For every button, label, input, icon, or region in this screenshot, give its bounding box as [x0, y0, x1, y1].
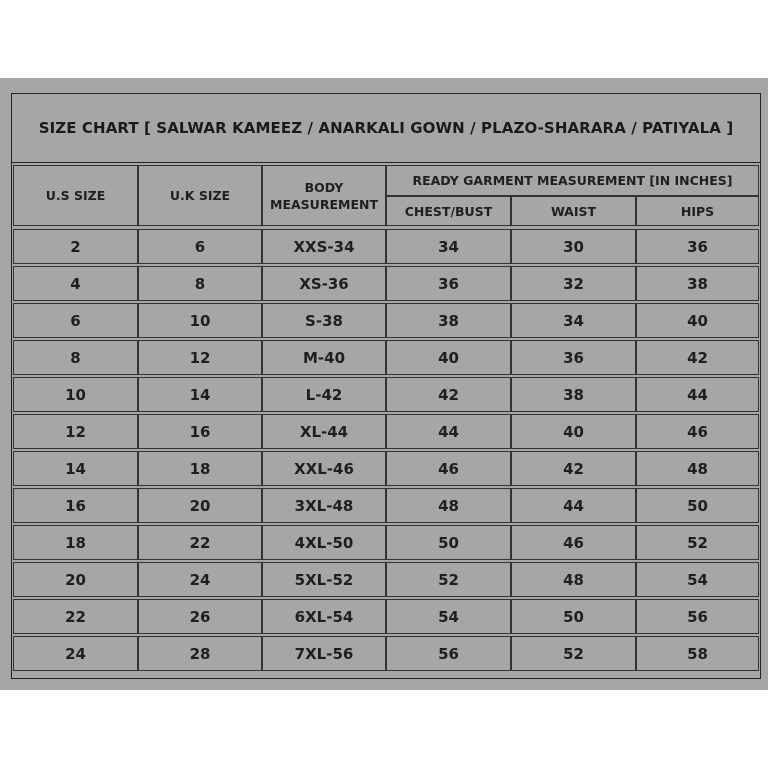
cell-waist: 46 [511, 525, 636, 560]
cell-chest-bust: 40 [386, 340, 511, 375]
cell-waist: 38 [511, 377, 636, 412]
cell-us-size: 10 [13, 377, 138, 412]
cell-body-measurement: XXL-46 [262, 451, 386, 486]
cell-us-size: 24 [13, 636, 138, 671]
header-waist: WAIST [511, 196, 636, 226]
cell-hips: 54 [636, 562, 759, 597]
cell-uk-size: 16 [138, 414, 262, 449]
cell-hips: 46 [636, 414, 759, 449]
cell-body-measurement: 4XL-50 [262, 525, 386, 560]
cell-us-size: 16 [13, 488, 138, 523]
cell-hips: 56 [636, 599, 759, 634]
cell-body-measurement: S-38 [262, 303, 386, 338]
cell-us-size: 20 [13, 562, 138, 597]
cell-body-measurement: 3XL-48 [262, 488, 386, 523]
cell-body-measurement: XL-44 [262, 414, 386, 449]
cell-hips: 44 [636, 377, 759, 412]
cell-chest-bust: 42 [386, 377, 511, 412]
header-body-measurement: BODY MEASUREMENT [262, 165, 386, 226]
title-divider [11, 162, 761, 163]
cell-waist: 42 [511, 451, 636, 486]
header-us-size: U.S SIZE [13, 165, 138, 226]
cell-hips: 52 [636, 525, 759, 560]
cell-us-size: 4 [13, 266, 138, 301]
cell-uk-size: 24 [138, 562, 262, 597]
header-uk-size: U.K SIZE [138, 165, 262, 226]
cell-us-size: 14 [13, 451, 138, 486]
cell-uk-size: 28 [138, 636, 262, 671]
cell-uk-size: 14 [138, 377, 262, 412]
cell-waist: 34 [511, 303, 636, 338]
cell-chest-bust: 52 [386, 562, 511, 597]
cell-body-measurement: 6XL-54 [262, 599, 386, 634]
cell-uk-size: 18 [138, 451, 262, 486]
cell-us-size: 18 [13, 525, 138, 560]
cell-waist: 40 [511, 414, 636, 449]
cell-body-measurement: 7XL-56 [262, 636, 386, 671]
cell-hips: 48 [636, 451, 759, 486]
cell-waist: 52 [511, 636, 636, 671]
cell-hips: 40 [636, 303, 759, 338]
cell-uk-size: 26 [138, 599, 262, 634]
cell-waist: 30 [511, 229, 636, 264]
cell-hips: 50 [636, 488, 759, 523]
cell-us-size: 12 [13, 414, 138, 449]
cell-chest-bust: 48 [386, 488, 511, 523]
cell-chest-bust: 36 [386, 266, 511, 301]
size-chart-title: SIZE CHART [ SALWAR KAMEEZ / ANARKALI GOWN / PLAZO-SHARARA / PATIYALA ] [38, 119, 734, 137]
cell-us-size: 8 [13, 340, 138, 375]
cell-chest-bust: 50 [386, 525, 511, 560]
cell-chest-bust: 54 [386, 599, 511, 634]
cell-chest-bust: 34 [386, 229, 511, 264]
cell-hips: 58 [636, 636, 759, 671]
cell-us-size: 2 [13, 229, 138, 264]
cell-hips: 42 [636, 340, 759, 375]
cell-body-measurement: XXS-34 [262, 229, 386, 264]
header-chest-bust: CHEST/BUST [386, 196, 511, 226]
cell-waist: 36 [511, 340, 636, 375]
cell-waist: 48 [511, 562, 636, 597]
cell-uk-size: 22 [138, 525, 262, 560]
cell-uk-size: 10 [138, 303, 262, 338]
cell-hips: 38 [636, 266, 759, 301]
header-hips: HIPS [636, 196, 759, 226]
cell-uk-size: 8 [138, 266, 262, 301]
cell-body-measurement: M-40 [262, 340, 386, 375]
cell-uk-size: 6 [138, 229, 262, 264]
cell-chest-bust: 44 [386, 414, 511, 449]
cell-us-size: 6 [13, 303, 138, 338]
cell-waist: 44 [511, 488, 636, 523]
cell-chest-bust: 56 [386, 636, 511, 671]
cell-uk-size: 20 [138, 488, 262, 523]
cell-body-measurement: 5XL-52 [262, 562, 386, 597]
cell-body-measurement: L-42 [262, 377, 386, 412]
cell-hips: 36 [636, 229, 759, 264]
header-ready-garment: READY GARMENT MEASUREMENT [IN INCHES] [386, 165, 759, 196]
cell-waist: 32 [511, 266, 636, 301]
cell-body-measurement: XS-36 [262, 266, 386, 301]
cell-chest-bust: 38 [386, 303, 511, 338]
cell-uk-size: 12 [138, 340, 262, 375]
cell-us-size: 22 [13, 599, 138, 634]
cell-waist: 50 [511, 599, 636, 634]
cell-chest-bust: 46 [386, 451, 511, 486]
